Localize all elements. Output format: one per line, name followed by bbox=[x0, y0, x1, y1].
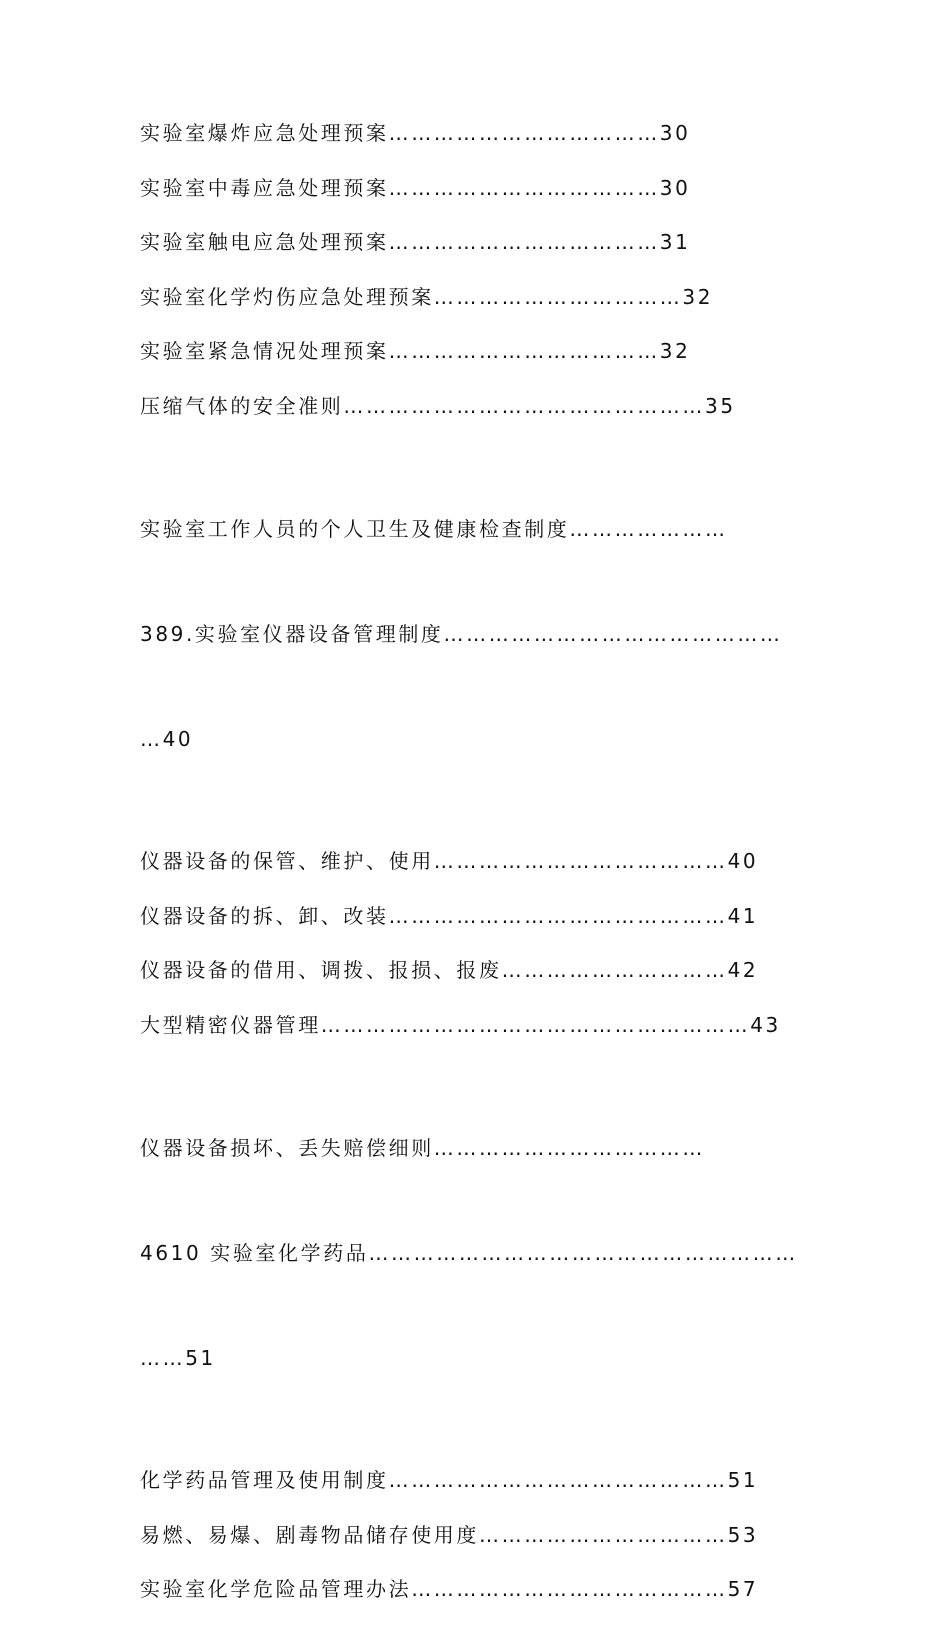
toc-line: …40 bbox=[140, 726, 194, 751]
toc-entry-equipment-lending[interactable]: 仪器设备的借用、调拨、报损、报废…………………………42 bbox=[140, 958, 759, 983]
toc-entry-poisoning-plan[interactable]: 实验室中毒应急处理预案………………………………30 bbox=[140, 175, 691, 200]
toc-entry-hygiene-and-equipment[interactable] bbox=[140, 444, 820, 824]
toc-line: 389.实验室仪器设备管理制度……………………………………… bbox=[140, 621, 783, 646]
toc-entry-flammable-storage[interactable]: 易燃、易爆、剧毒物品储存使用度……………………………53 bbox=[140, 1522, 759, 1547]
toc-entry-emergency-plan[interactable]: 实验室紧急情况处理预案………………………………32 bbox=[140, 339, 691, 364]
toc-entry-hazardous-chemicals[interactable]: 实验室化学危险品管理办法……………………………………57 bbox=[140, 1577, 759, 1602]
toc-entry-equipment-maintenance[interactable]: 仪器设备的保管、维护、使用…………………………………40 bbox=[140, 849, 759, 874]
toc-entry-electric-shock-plan[interactable]: 实验室触电应急处理预案………………………………31 bbox=[140, 230, 691, 255]
toc-line: ……51 bbox=[140, 1345, 216, 1370]
table-of-contents bbox=[140, 116, 820, 1627]
toc-entry-precision-instruments[interactable]: 大型精密仪器管理…………………………………………………43 bbox=[140, 1012, 781, 1037]
toc-line: 仪器设备损坏、丢失赔偿细则……………………………… bbox=[140, 1135, 705, 1160]
toc-entry-chemical-management[interactable]: 化学药品管理及使用制度………………………………………51 bbox=[140, 1468, 759, 1493]
toc-entry-damage-and-chemicals[interactable] bbox=[140, 1063, 820, 1443]
toc-entry-compressed-gas-rules[interactable]: 压缩气体的安全准则…………………………………………35 bbox=[140, 393, 736, 418]
toc-entry-explosion-plan[interactable]: 实验室爆炸应急处理预案………………………………30 bbox=[140, 121, 691, 145]
toc-line: 4610 实验室化学药品………………………………………………… bbox=[140, 1240, 798, 1265]
toc-line: 实验室工作人员的个人卫生及健康检查制度………………… bbox=[140, 516, 728, 541]
toc-entry-equipment-disassembly[interactable]: 仪器设备的拆、卸、改装………………………………………41 bbox=[140, 903, 759, 928]
toc-entry-chemical-burn-plan[interactable]: 实验室化学灼伤应急处理预案……………………………32 bbox=[140, 284, 714, 309]
